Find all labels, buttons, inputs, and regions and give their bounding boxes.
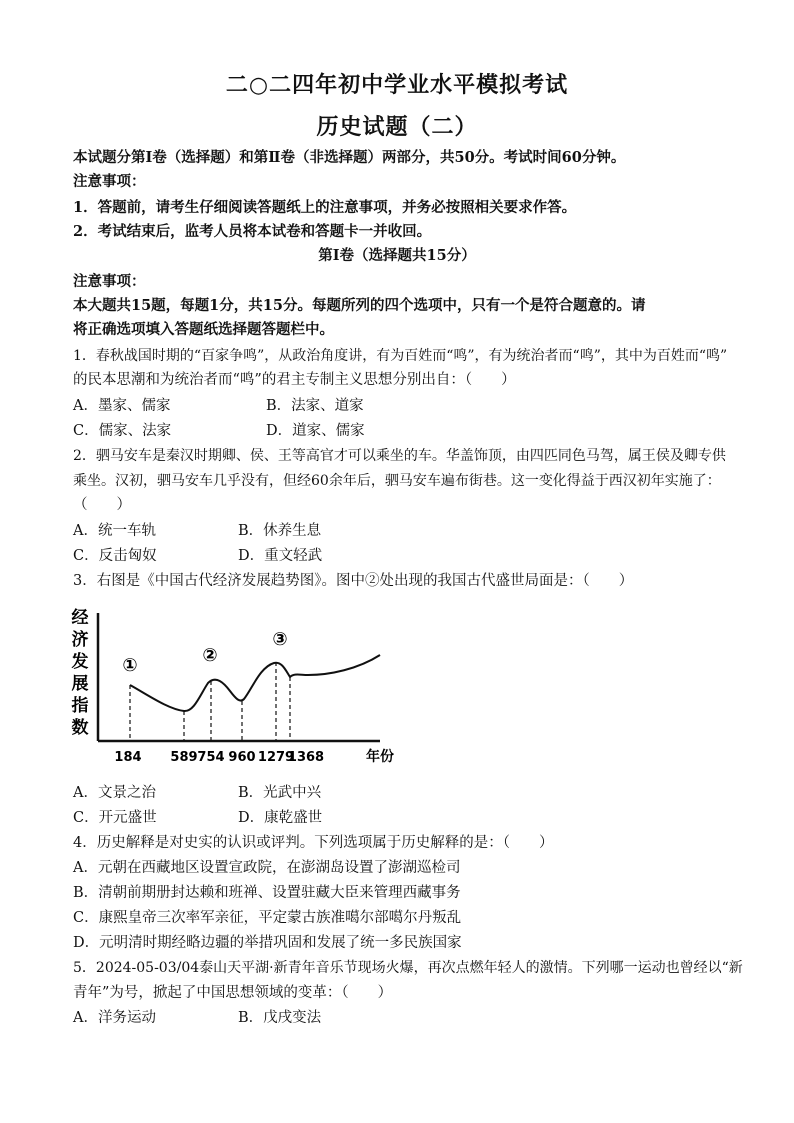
note-2: 2．考试结束后，监考人员将本试卷和答题卡一并收回。 [73,223,432,240]
exam-title: 二○二四年初中学业水平模拟考试 [225,72,569,98]
y-axis-label-char: 济 [71,630,89,650]
q2-option-d: D．重文轻武 [238,548,323,564]
q4-option-d: D．元明清时期经略边疆的举措巩固和发展了统一多民族国家 [73,935,462,951]
x-tick-label: 1279 [257,750,295,765]
y-axis-label-char: 指 [71,696,89,716]
section-notice-label: 注意事项： [73,273,146,290]
q1-option-d: D．道家、儒家 [266,423,365,439]
y-axis-label-char: 发 [71,652,89,672]
q4-option-a: A．元朝在西藏地区设置宣政院，在澎湖岛设置了澎湖巡检司 [73,860,461,876]
notice-label: 注意事项： [73,173,146,190]
x-tick-label: 1368 [287,750,325,765]
q1-stem-2: 的民本思潮和为统治者而“鸣”的君主专制主义思想分别出自：（ ） [73,372,516,388]
section-desc-1: 本大题共15题，每题1分，共15分。每题所列的四个选项中，只有一个是符合题意的。请 [73,297,646,314]
y-axis-label [71,608,89,738]
q1-option-a: A．墨家、儒家 [73,398,171,414]
y-axis-label-char: 展 [71,674,89,694]
q2-stem-1: 2．驷马安车是秦汉时期卿、侯、王等高官才可以乘坐的车。华盖饰顶，由四匹同色马驾，属王侯及卿专供 [73,448,726,464]
q5-stem-1: 5．2024-05-03/04泰山天平湖·新青年音乐节现场火爆，再次点燃年轻人的激情。下列哪一运动也曾经以“新 [73,960,743,976]
q3-stem-1: 3．右图是《中国古代经济发展趋势图》。图中②处出现的我国古代盛世局面是：（ ） [73,573,634,589]
peak-marker: ② [202,645,218,666]
q2-stem-2: 乘坐。汉初，驷马安车几乎没有，但经60余年后，驷马安车遍布街巷。这一变化得益于西汉初年实施了： [73,473,721,489]
x-tick-label: 184 [114,750,142,765]
note-1: 1．答题前，请考生仔细阅读答题纸上的注意事项，并务必按照相关要求作答。 [73,199,577,216]
q5-stem-2: 青年”为号，掀起了中国思想领域的变革：（ ） [73,985,393,1001]
q4-option-b: B．清朝前期册封达赖和班禅、设置驻藏大臣来管理西藏事务 [73,885,461,901]
peak-marker: ① [122,655,138,676]
q3-option-d: D．康乾盛世 [238,810,323,826]
y-axis-label-char: 数 [71,718,89,738]
q2-option-c: C．反击匈奴 [73,548,157,564]
trend-curve [130,655,380,711]
intro-line: 本试题分第Ⅰ卷（选择题）和第Ⅱ卷（非选择题）两部分，共50分。考试时间60分钟。 [73,149,626,166]
x-tick-label: 589 [170,750,198,765]
x-tick-label: 754 [197,750,225,765]
exam-subtitle: 历史试题（二） [316,114,478,140]
q4-option-c: C．康熙皇帝三次率军亲征，平定蒙古族准噶尔部噶尔丹叛乱 [73,910,462,926]
q3-option-b: B．光武中兴 [238,785,322,801]
q4-stem-1: 4．历史解释是对史实的认识或评判。下列选项属于历史解释的是：（ ） [73,835,554,851]
q3-option-c: C．开元盛世 [73,810,157,826]
q5-option-a: A．洋务运动 [73,1010,156,1026]
q3-option-a: A．文景之治 [73,785,156,801]
q1-stem-1: 1．春秋战国时期的“百家争鸣”，从政治角度讲，有为百姓而“鸣”，有为统治者而“鸣”，其中为百姓而“鸣” [73,348,728,364]
q1-option-b: B．法家、道家 [266,398,364,414]
q2-option-a: A．统一车轨 [73,523,156,539]
q2-option-b: B．休养生息 [238,523,322,539]
peak-marker: ③ [272,629,288,650]
q1-option-c: C．儒家、法家 [73,423,172,439]
q2-stem-3: （ ） [73,497,131,513]
x-axis-label: 年份 [366,749,394,765]
section-heading: 第Ⅰ卷（选择题共15分） [318,247,476,264]
section-desc-2: 将正确选项填入答题纸选择题答题栏中。 [73,321,334,338]
x-tick-label: 960 [228,750,256,765]
chart-svg [68,605,398,775]
q5-option-b: B．戊戌变法 [238,1010,322,1026]
y-axis-label-char: 经 [71,608,89,628]
economic-trend-chart [68,605,398,775]
